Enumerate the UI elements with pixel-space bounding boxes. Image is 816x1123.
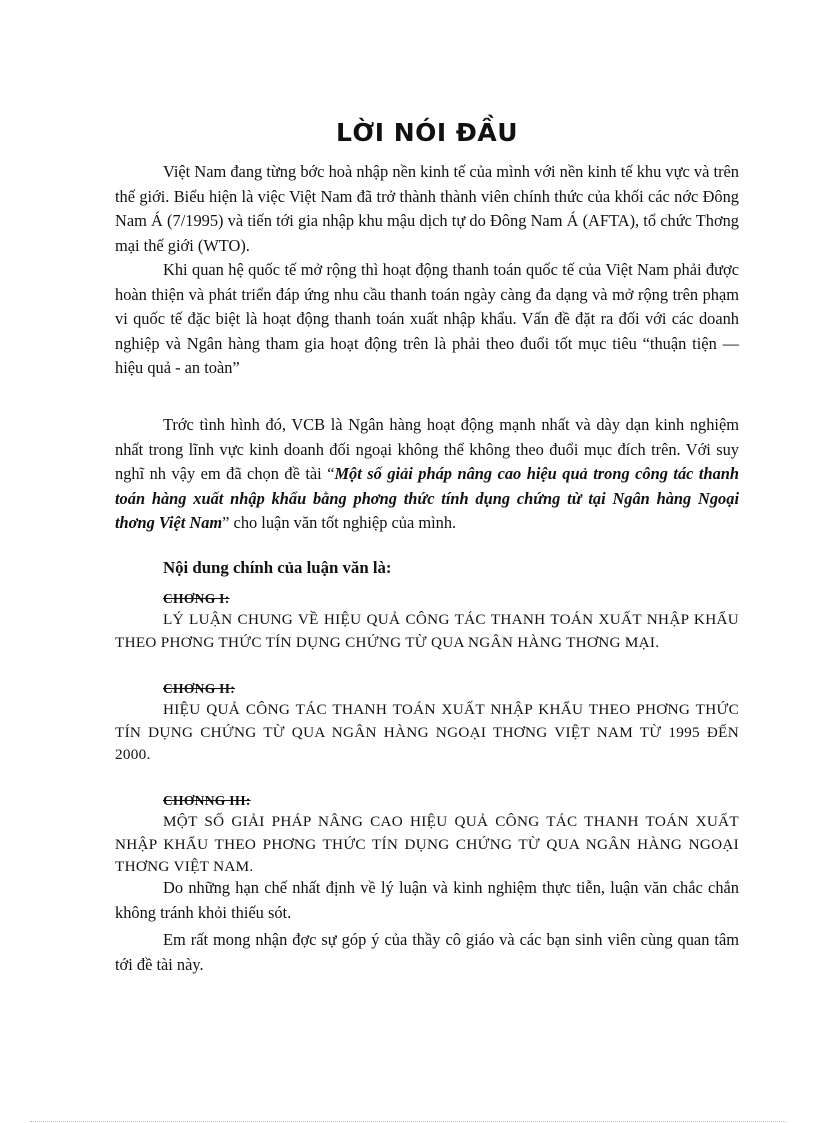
page-body	[115, 0, 739, 1123]
contents-heading: Nội dung chính của luận văn là:	[163, 558, 392, 577]
intro-paragraph-3	[115, 413, 739, 536]
chapter-3-title: MỘT SỐ GIẢI PHÁP NÂNG CAO HIỆU QUẢ CÔNG TÁC THANH TOÁN XUẤT NHẬP KHẨU THEO PHƠNG THỨC TÍN DỤNG CHỨNG TỪ QUA NGÂN HÀNG NGOẠI THƠNG VIỆT NAM.	[115, 813, 739, 875]
intro-paragraph-3-lead: Trớc tình hình đó, VCB là Ngân hàng hoạt động mạnh nhất và dày dạn kinh nghiệm nhất trong lĩnh vực kinh doanh đối ngoại không thể không theo đuổi mục đích trên. Với suy nghĩ nh vậy em đã chọn đề tài “	[115, 415, 739, 483]
closing-paragraph-2: Em rất mong nhận đợc sự góp ý của thầy cô giáo và các bạn sinh viên cùng quan tâm tới đề tài này.	[115, 930, 739, 974]
intro-paragraph-2: Khi quan hệ quốc tế mở rộng thì hoạt động thanh toán quốc tế của Việt Nam phải được hoàn thiện và phát triển đáp ứng nhu cầu thanh toán ngày càng đa dạng và mở rộng trên phạm vi quốc tế đặc biệt là hoạt động thanh toán xuất nhập khẩu. Vấn đề đặt ra đối với các doanh nghiệp và Ngân hàng tham gia hoạt động trên là phải theo đuổi tốt mục tiêu “thuận tiện — hiệu quả - an toàn”	[115, 260, 739, 377]
closing-paragraph-1: Do những hạn chế nhất định về lý luận và kinh nghiệm thực tiễn, luận văn chắc chắn không tránh khỏi thiếu sót.	[115, 878, 739, 922]
chapter-1-title: LÝ LUẬN CHUNG VỀ HIỆU QUẢ CÔNG TÁC THANH TOÁN XUẤT NHẬP KHẨU THEO PHƠNG THỨC TÍN DỤNG CHỨNG TỪ QUA NGÂN HÀNG THƠNG MẠI.	[115, 611, 739, 651]
intro-paragraph-1: Việt Nam đang từng bớc hoà nhập nền kinh tế của mình với nền kinh tế khu vực và trên thế giới. Biểu hiện là việc Việt Nam đã trở thành thành viên chính thức của khối các nớc Đông Nam Á (7/1995) và tiến tới gia nhập khu mậu dịch tự do Đông Nam Á (AFTA), tổ chức Thơng mại thế giới (WTO).	[115, 162, 739, 255]
page-title: LỜI NÓI ĐẦU	[335, 118, 519, 147]
page-bottom-divider	[30, 1121, 786, 1122]
intro-paragraph-3-tail: ” cho luận văn tốt nghiệp của mình.	[222, 513, 457, 532]
thesis-topic: Một số giải pháp nâng cao hiệu quả trong công tác thanh toán hàng xuất nhập khẩu bằng phơng thức tính dụng chứng từ tại Ngân hàng Ngoại thơng Việt Nam	[115, 464, 739, 532]
chapter-1-label: CHƠNG I:	[163, 591, 230, 606]
chapter-2-label: CHƠNG II:	[163, 681, 236, 696]
chapter-3-label: CHƠNNG III:	[163, 793, 251, 808]
chapter-2-title: HIỆU QUẢ CÔNG TÁC THANH TOÁN XUẤT NHẬP KHẨU THEO PHƠNG THỨC TÍN DỤNG CHỨNG TỪ QUA NGÂN HÀNG NGOẠI THƠNG VIỆT NAM TỪ 1995 ĐẾN 2000.	[115, 701, 739, 763]
